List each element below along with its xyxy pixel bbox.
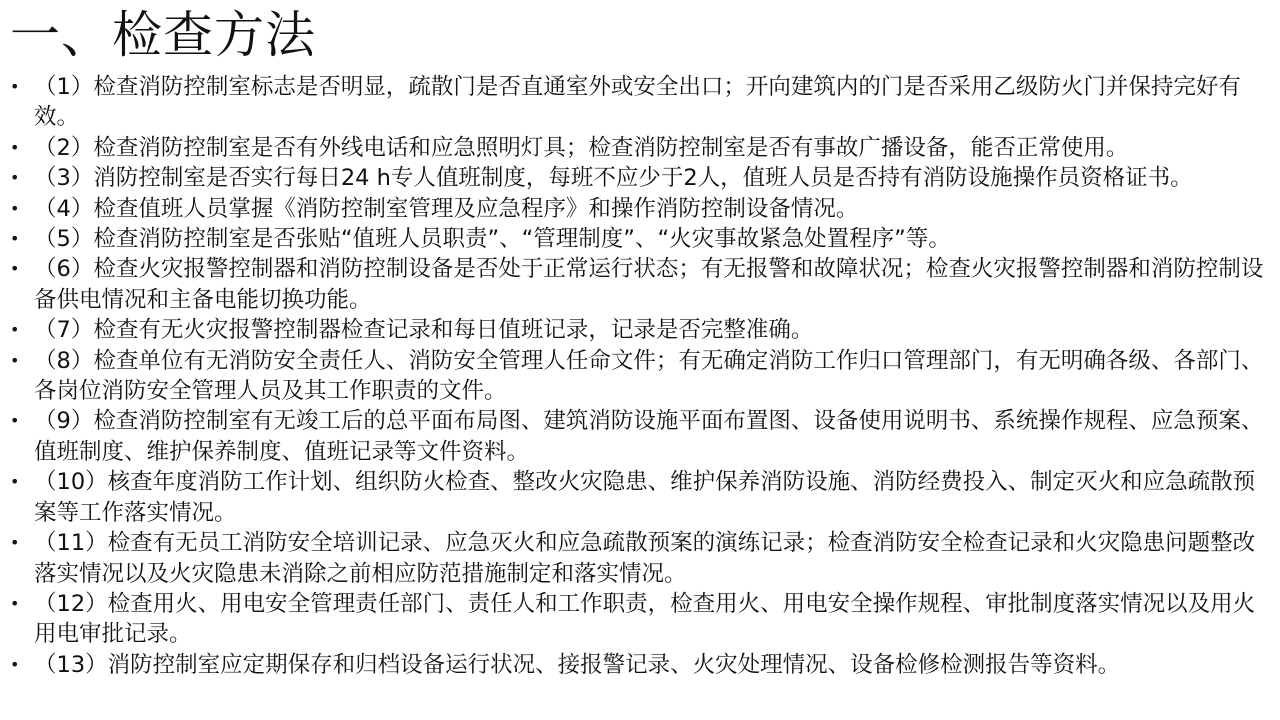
list-item	[0, 224, 1272, 254]
list-item	[0, 589, 1272, 650]
list-item	[0, 346, 1272, 407]
list-item	[0, 528, 1272, 589]
list-item-text: （13）消防控制室应定期保存和归档设备运行状况、接报警记录、火灾处理情况、设备检修检测报告等资料。	[34, 651, 1121, 678]
list-item	[0, 72, 1272, 133]
inspection-method-list	[0, 72, 1272, 680]
bullet-icon: •	[10, 77, 20, 96]
list-item	[0, 315, 1272, 345]
bullet-icon: •	[10, 137, 20, 157]
bullet-icon: •	[10, 411, 20, 431]
list-item-text: （12）检查用火、用电安全管理责任部门、责任人和工作职责，检查用火、用电安全操作规程、审批制度落实情况以及用火用电审批记录。	[34, 590, 1256, 648]
bullet-icon: •	[10, 350, 20, 370]
bullet-icon: •	[10, 229, 20, 249]
bullet-icon: •	[10, 320, 20, 340]
bullet-icon: •	[10, 472, 20, 492]
list-item	[0, 163, 1272, 193]
list-item-text: （3）消防控制室是否实行每日24 h专人值班制度，每班不应少于2人，值班人员是否持有消防设施操作员资格证书。	[34, 165, 1193, 192]
list-item-text: （9）检查消防控制室有无竣工后的总平面布局图、建筑消防设施平面布置图、设备使用说明书、系统操作规程、应急预案、值班制度、维护保养制度、值班记录等文件资料。	[34, 408, 1264, 465]
list-item	[0, 650, 1272, 680]
list-item-text: （6）检查火灾报警控制器和消防控制设备是否处于正常运行状态；有无报警和故障状况；检查火灾报警控制器和消防控制设备供电情况和主备电能切换功能。	[34, 256, 1264, 313]
list-item	[0, 133, 1272, 163]
list-item-text: （10）核查年度消防工作计划、组织防火检查、整改火灾隐患、维护保养消防设施、消防经费投入、制定灭火和应急疏散预案等工作落实情况。	[34, 469, 1256, 526]
bullet-icon: •	[10, 168, 20, 188]
bullet-icon: •	[10, 654, 20, 674]
bullet-icon: •	[10, 259, 20, 279]
list-item	[0, 254, 1272, 315]
list-item-text: （1）检查消防控制室标志是否明显，疏散门是否直通室外或安全出口；开向建筑内的门是否采用乙级防火门并保持完好有效。	[34, 74, 1241, 131]
list-item-text: （7）检查有无火灾报警控制器检查记录和每日值班记录，记录是否完整准确。	[34, 317, 814, 344]
list-item	[0, 467, 1272, 528]
list-item-text: （8）检查单位有无消防安全责任人、消防安全管理人任命文件；有无确定消防工作归口管理部门，有无明确各级、各部门、各岗位消防安全管理人员及其工作职责的文件。	[34, 347, 1264, 405]
bullet-icon: •	[10, 533, 20, 553]
list-item-text: （11）检查有无员工消防安全培训记录、应急灭火和应急疏散预案的演练记录；检查消防安全检查记录和火灾隐患问题整改落实情况以及火灾隐患未消除之前相应防范措施制定和落实情况。	[34, 530, 1256, 587]
list-item-text: （4）检查值班人员掌握《消防控制室管理及应急程序》和操作消防控制设备情况。	[34, 195, 859, 222]
list-item	[0, 406, 1272, 467]
list-item-text: （5）检查消防控制室是否张贴“值班人员职责”、“管理制度”、“火灾事故紧急处置程序”等。	[34, 226, 951, 253]
slide-title: 一、检查方法	[10, 6, 316, 64]
bullet-icon: •	[10, 593, 20, 613]
list-item	[0, 194, 1272, 224]
bullet-icon: •	[10, 198, 20, 218]
list-item-text: （2）检查消防控制室是否有外线电话和应急照明灯具；检查消防控制室是否有事故广播设备，能否正常使用。	[34, 134, 1129, 161]
